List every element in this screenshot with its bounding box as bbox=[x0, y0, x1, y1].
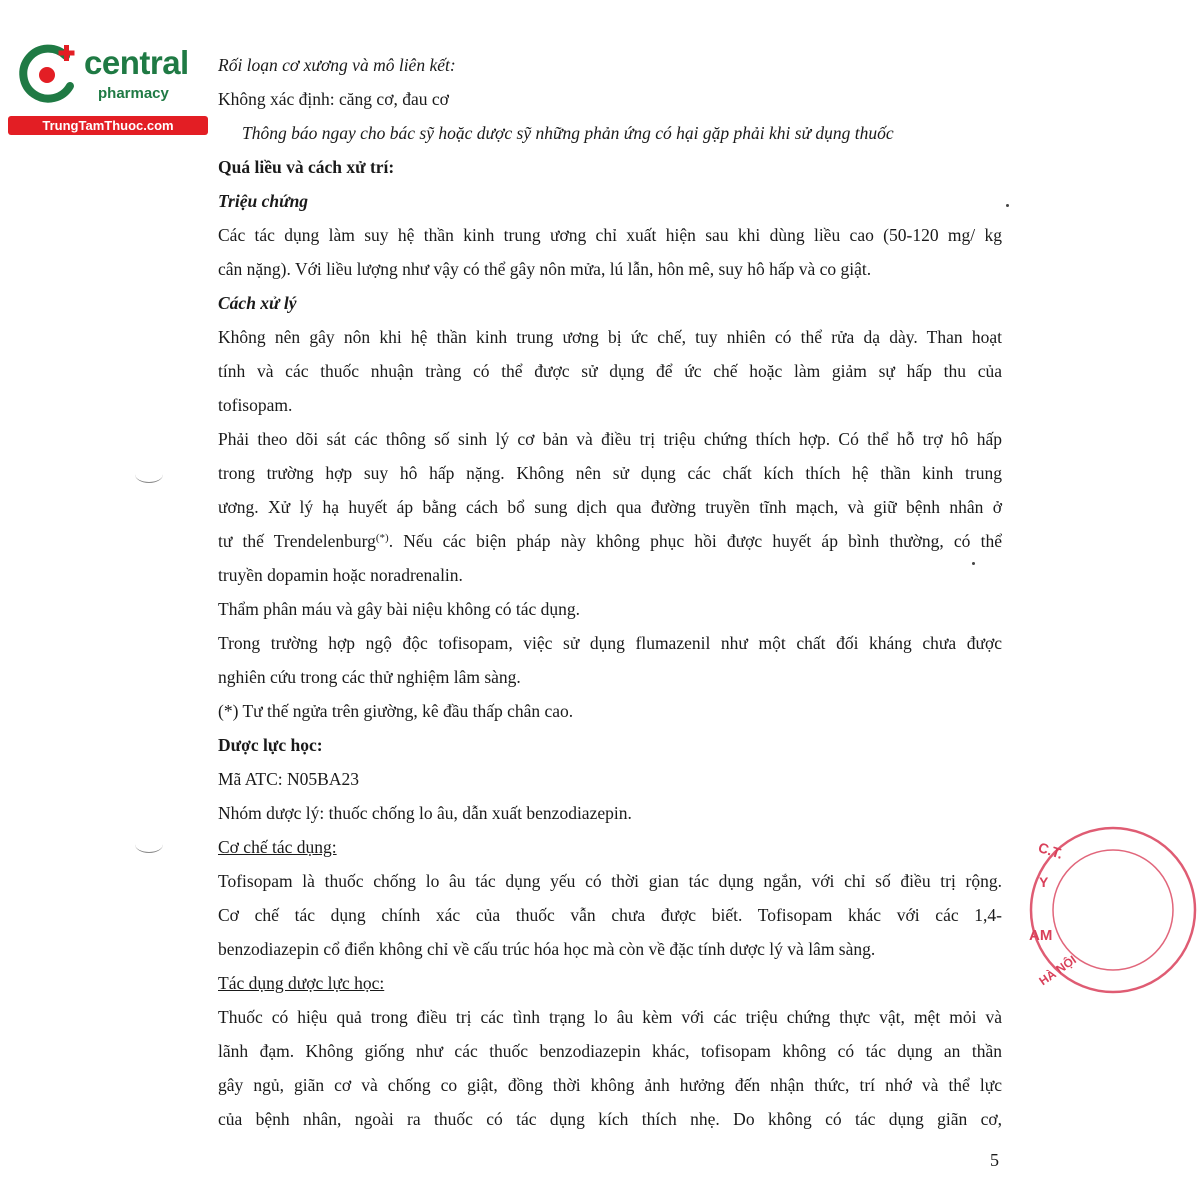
central-pharmacy-logo bbox=[8, 36, 213, 136]
text-line: Không xác định: căng cơ, đau cơ bbox=[218, 89, 449, 109]
text-line: Tofisopam là thuốc chống lo âu tác dụng yếu có thời gian tác dụng ngắn, với chỉ số điều trị rộng. bbox=[218, 871, 1002, 891]
text-line: ương. Xử lý hạ huyết áp bằng cách bổ sung dịch qua đường truyền tĩnh mạch, và giữ bệnh nhân ở bbox=[218, 497, 1002, 517]
subheading-pharmacodynamic-effects: Tác dụng dược lực học: bbox=[218, 973, 385, 993]
pharmacological-group: Nhóm dược lý: thuốc chống lo âu, dẫn xuất benzodiazepin. bbox=[218, 803, 632, 823]
logo-brand-subtitle: pharmacy bbox=[98, 85, 169, 102]
subheading-symptoms: Triệu chứng bbox=[218, 191, 309, 211]
text-line: nghiên cứu trong các thử nghiệm lâm sàng. bbox=[218, 667, 521, 687]
subheading-mechanism: Cơ chế tác dụng: bbox=[218, 837, 337, 857]
punch-hole-mark bbox=[135, 466, 163, 483]
logo-brand-name: central bbox=[84, 44, 189, 81]
svg-text:C.T.: C.T. bbox=[1036, 838, 1065, 862]
section-heading-pharmacodynamics: Dược lực học: bbox=[218, 735, 323, 755]
text-line: của bệnh nhân, ngoài ra thuốc có tác dụng kích thích nhẹ. Do không có tác dụng giãn cơ, bbox=[218, 1109, 1002, 1129]
footnote-marker: (*) bbox=[375, 532, 389, 544]
text-line: Thuốc có hiệu quả trong điều trị các tình trạng lo âu kèm với các triệu chứng thực vật, mệt mỏi và bbox=[218, 1007, 1002, 1027]
text-line: tư thế Trendelenburg(*). Nếu các biện pháp này không phục hồi được huyết áp bình thường, có thể bbox=[218, 531, 1002, 551]
text-line: benzodiazepin cổ điển không chỉ về cấu trúc hóa học mà còn về đặc tính dược lý và lâm sàng. bbox=[218, 939, 876, 959]
text-line: tính và các thuốc nhuận tràng có thể được sử dụng để ức chế hoặc làm giảm sự hấp thu của bbox=[218, 361, 1002, 381]
document-body bbox=[218, 48, 1002, 1136]
text-line: Rối loạn cơ xương và mô liên kết: bbox=[218, 55, 456, 75]
text-line: gây ngủ, giãn cơ và chống co giật, đồng thời không ảnh hưởng đến nhận thức, trí nhớ và thể lực bbox=[218, 1075, 1002, 1095]
svg-text:HÀ NỘI: HÀ NỘI bbox=[1036, 952, 1079, 989]
text-line: Trong trường hợp ngộ độc tofisopam, việc sử dụng flumazenil như một chất đối kháng chưa được bbox=[218, 633, 1002, 653]
page-number: 5 bbox=[990, 1150, 999, 1170]
punch-hole-mark bbox=[135, 836, 163, 853]
text-line: truyền dopamin hoặc noradrenalin. bbox=[218, 565, 463, 585]
company-seal-stamp bbox=[1025, 825, 1200, 995]
text-line: Các tác dụng làm suy hệ thần kinh trung ương chỉ xuất hiện sau khi dùng liều cao (50-120 mg/ kg bbox=[218, 225, 1002, 245]
text-line: Không nên gây nôn khi hệ thần kinh trung ương bị ức chế, tuy nhiên có thể rửa dạ dày. Than hoạt bbox=[218, 327, 1002, 347]
text-line: Cơ chế tác dụng chính xác của thuốc vẫn chưa được biết. Tofisopam khác với các 1,4- bbox=[218, 905, 1002, 925]
text-line: lãnh đạm. Không giống như các thuốc benzodiazepin khác, tofisopam không có tác dụng an thần bbox=[218, 1041, 1002, 1061]
svg-text:Y: Y bbox=[1039, 874, 1049, 890]
speck bbox=[972, 562, 975, 565]
text-line: trong trường hợp suy hô hấp nặng. Không nên sử dụng các chất kích thích hệ thần kinh trung bbox=[218, 463, 1002, 483]
footnote: (*) Tư thế ngửa trên giường, kê đầu thấp chân cao. bbox=[218, 701, 574, 721]
text-line: cân nặng). Với liều lượng như vậy có thể gây nôn mửa, lú lẫn, hôn mê, suy hô hấp và co giật. bbox=[218, 259, 872, 279]
subheading-treatment: Cách xử lý bbox=[218, 293, 297, 313]
pharmacy-logo-icon bbox=[14, 42, 80, 108]
section-heading-overdose: Quá liều và cách xử trí: bbox=[218, 157, 395, 177]
svg-text:AM: AM bbox=[1029, 927, 1053, 944]
text-line: Thẩm phân máu và gây bài niệu không có tác dụng. bbox=[218, 599, 581, 619]
adverse-reaction-notice: Thông báo ngay cho bác sỹ hoặc dược sỹ những phản ứng có hại gặp phải khi sử dụng thuốc bbox=[242, 123, 894, 143]
speck bbox=[1006, 204, 1009, 207]
text-line: Phải theo dõi sát các thông số sinh lý cơ bản và điều trị triệu chứng thích hợp. Có thể hỗ trợ hô hấp bbox=[218, 429, 1002, 449]
logo-website: TrungTamThuoc.com bbox=[8, 116, 208, 135]
atc-code: Mã ATC: N05BA23 bbox=[218, 769, 359, 789]
text-line: tofisopam. bbox=[218, 395, 293, 415]
